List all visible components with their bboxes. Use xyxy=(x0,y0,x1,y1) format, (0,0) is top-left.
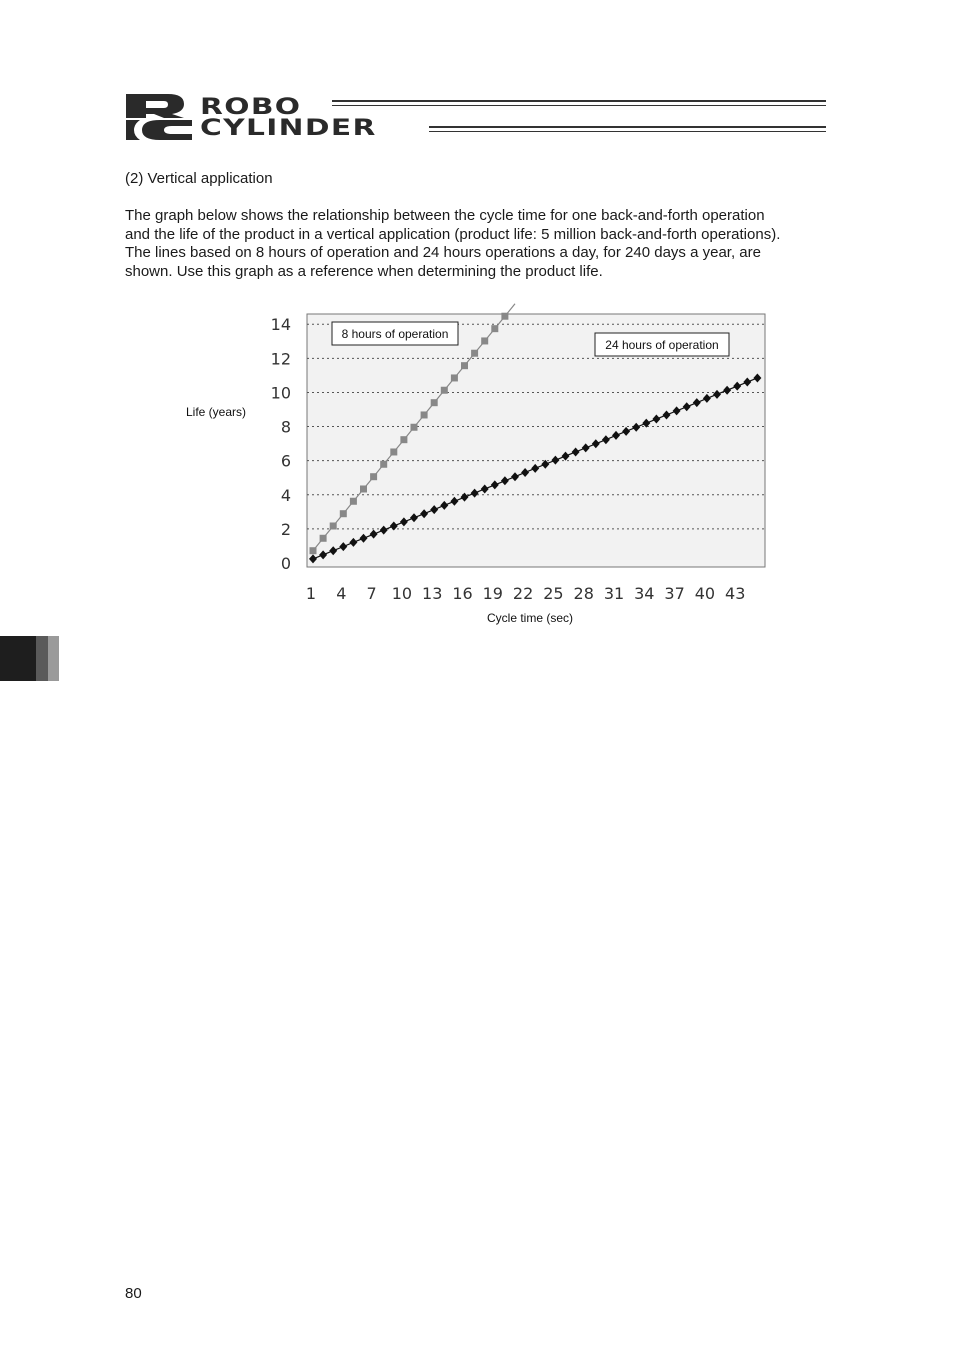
legend-8-hours xyxy=(332,322,458,345)
chapter-side-tab xyxy=(0,636,59,681)
data-point-8-hours xyxy=(330,522,337,529)
legend-label-24-hours: 24 hours of operation xyxy=(605,338,719,352)
x-tick-label: 43 xyxy=(725,584,746,603)
y-axis-label: Life (years) xyxy=(185,405,247,419)
y-tick-label: 14 xyxy=(270,315,291,335)
header-rule xyxy=(332,100,826,102)
data-point-8-hours xyxy=(411,424,418,431)
data-point-8-hours xyxy=(340,510,347,517)
tab-block-light xyxy=(48,636,59,681)
y-tick-label: 6 xyxy=(280,451,291,471)
legend-label-8-hours: 8 hours of operation xyxy=(341,327,449,341)
data-point-8-hours xyxy=(471,350,478,357)
tab-block-dark xyxy=(0,636,36,681)
data-point-8-hours xyxy=(360,485,367,492)
y-tick-label: 4 xyxy=(280,485,291,505)
paragraph-line: and the life of the product in a vertical application (product life: 5 million back-and-forth operations). xyxy=(125,225,781,243)
data-point-8-hours xyxy=(310,547,317,554)
tab-block-mid xyxy=(36,636,48,681)
rc-logo-mark-icon xyxy=(124,92,194,142)
life-vs-cycle-time-chart xyxy=(170,300,790,640)
data-point-8-hours xyxy=(421,411,428,418)
section-heading: (2) Vertical application xyxy=(125,170,273,187)
header-rule xyxy=(429,131,826,132)
x-tick-label: 28 xyxy=(573,584,594,603)
data-point-8-hours xyxy=(380,461,387,468)
body-paragraph xyxy=(125,207,835,281)
y-tick-label: 10 xyxy=(270,383,291,403)
x-tick-label: 40 xyxy=(694,584,716,603)
x-axis-ticks xyxy=(306,584,745,603)
logo-text-robo: ROBO xyxy=(200,95,302,120)
x-tick-label: 25 xyxy=(543,584,564,603)
x-tick-label: 7 xyxy=(366,584,377,603)
paragraph-line: The graph below shows the relationship between the cycle time for one back-and-forth operation xyxy=(125,207,765,224)
legend-24-hours xyxy=(595,333,729,356)
y-tick-label: 8 xyxy=(280,417,291,437)
header-rule xyxy=(429,126,826,128)
data-point-8-hours xyxy=(481,337,488,344)
paragraph-line: shown. Use this graph as a reference when determining the product life. xyxy=(125,262,603,280)
x-tick-label: 37 xyxy=(664,584,685,603)
y-axis-ticks xyxy=(271,315,291,573)
data-point-8-hours xyxy=(441,387,448,394)
x-tick-label: 1 xyxy=(305,584,317,603)
data-point-8-hours xyxy=(451,374,458,381)
paragraph-line: The lines based on 8 hours of operation and 24 hours operations a day, for 240 days a year, are xyxy=(125,244,761,261)
data-point-8-hours xyxy=(431,399,438,406)
data-point-8-hours xyxy=(501,313,508,320)
page-number: 80 xyxy=(125,1285,142,1302)
data-point-8-hours xyxy=(350,498,357,505)
data-point-8-hours xyxy=(491,325,498,332)
x-tick-label: 31 xyxy=(603,584,625,603)
x-tick-label: 22 xyxy=(512,584,534,603)
x-tick-label: 13 xyxy=(422,584,443,603)
data-point-8-hours xyxy=(461,362,468,369)
x-tick-label: 19 xyxy=(482,584,503,603)
x-tick-label: 16 xyxy=(452,584,473,603)
x-tick-label: 34 xyxy=(634,584,655,603)
y-tick-label: 2 xyxy=(280,519,291,539)
y-tick-label: 0 xyxy=(280,554,291,573)
data-point-8-hours xyxy=(390,448,397,455)
x-tick-label: 10 xyxy=(391,584,413,603)
x-tick-label: 4 xyxy=(336,584,347,603)
header-logo xyxy=(124,92,826,142)
y-tick-label: 12 xyxy=(270,349,291,369)
logo-text-cylinder: CYLINDER xyxy=(200,116,377,141)
header-rule xyxy=(332,105,826,106)
data-point-8-hours xyxy=(400,436,407,443)
x-axis-label: Cycle time (sec) xyxy=(486,611,574,625)
data-point-8-hours xyxy=(320,535,327,542)
data-point-8-hours xyxy=(370,473,377,480)
